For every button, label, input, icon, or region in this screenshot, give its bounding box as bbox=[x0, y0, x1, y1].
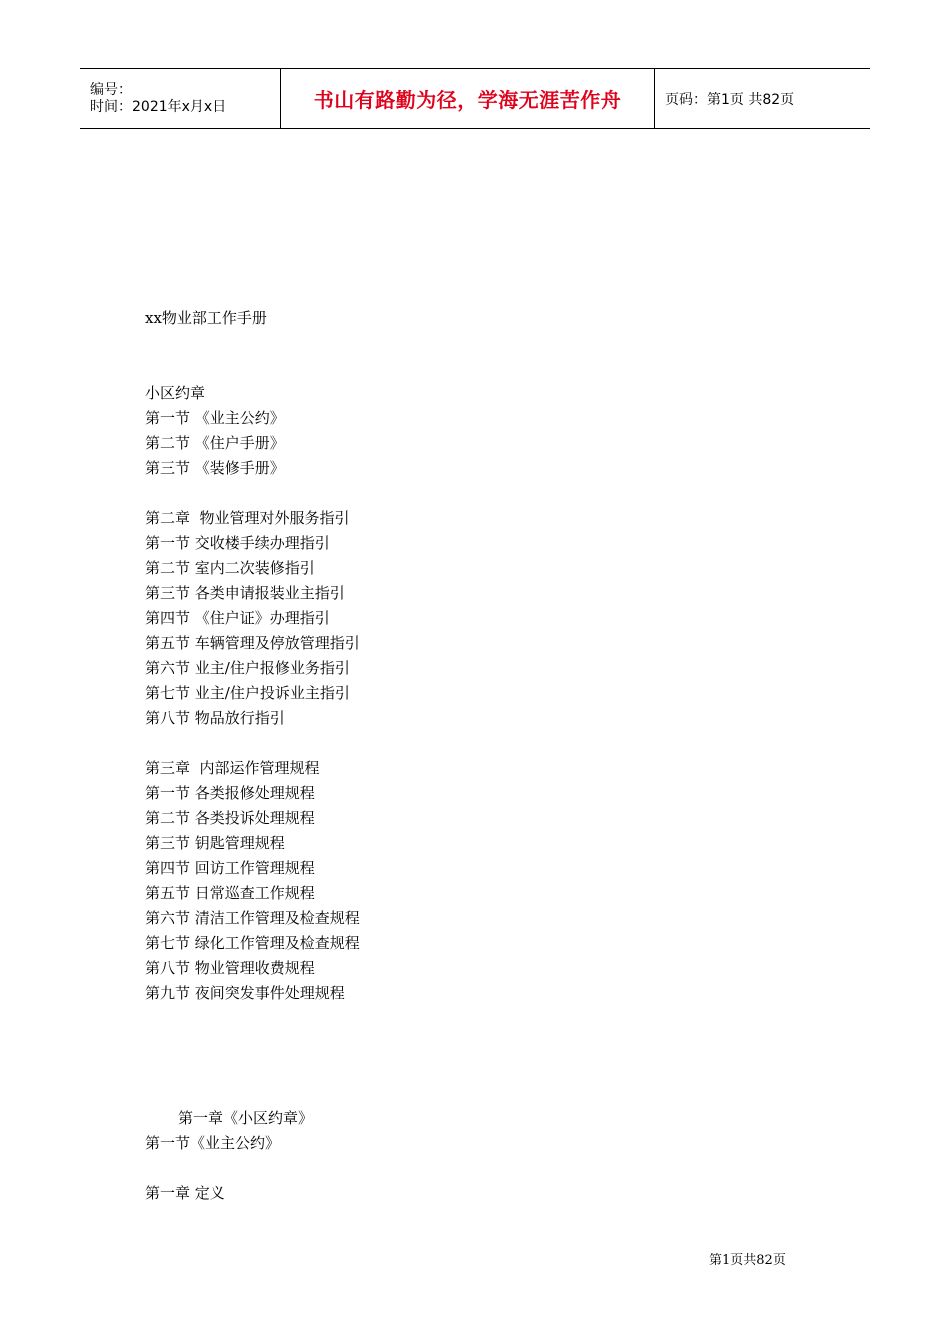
toc-item: 第四节 《住户证》办理指引 bbox=[145, 609, 330, 627]
toc-item: 第三节 各类申请报装业主指引 bbox=[145, 584, 345, 602]
header-motto-cell bbox=[281, 69, 655, 128]
toc-item: 第五节 日常巡查工作规程 bbox=[145, 884, 315, 902]
toc-item: 第九节 夜间突发事件处理规程 bbox=[145, 984, 345, 1002]
header-page-cell bbox=[655, 69, 870, 128]
toc-item: 第三节 《装修手册》 bbox=[145, 459, 285, 477]
toc-item: 第二节 各类投诉处理规程 bbox=[145, 809, 315, 827]
toc-item: 第八节 物业管理收费规程 bbox=[145, 959, 315, 977]
toc-item: 第四节 回访工作管理规程 bbox=[145, 859, 315, 877]
spacer bbox=[145, 1056, 825, 1106]
toc-item: 第二节 室内二次装修指引 bbox=[145, 559, 315, 577]
page-footer: 第1页共82页 bbox=[709, 1253, 786, 1268]
toc-item: 第一节 各类报修处理规程 bbox=[145, 784, 315, 802]
toc-item: 第三节 钥匙管理规程 bbox=[145, 834, 285, 852]
header-meta bbox=[80, 69, 281, 128]
document-body bbox=[145, 306, 825, 1206]
toc-item: 第六节 业主/住户报修业务指引 bbox=[145, 659, 350, 677]
spacer bbox=[145, 1006, 825, 1056]
section-heading: 第一节《业主公约》 bbox=[145, 1134, 281, 1152]
toc-item: 第二节 《住户手册》 bbox=[145, 434, 285, 452]
document-title: xx物业部工作手册 bbox=[145, 309, 267, 327]
spacer bbox=[145, 731, 825, 756]
toc-item: 第一节 交收楼手续办理指引 bbox=[145, 534, 330, 552]
toc-chapter-title: 小区约章 bbox=[145, 384, 206, 402]
toc-chapter-title: 第二章 物业管理对外服务指引 bbox=[145, 509, 350, 527]
toc-item: 第五节 车辆管理及停放管理指引 bbox=[145, 634, 360, 652]
header-page-info: 页码：第1页 共82页 bbox=[665, 91, 795, 108]
page-header bbox=[80, 68, 870, 129]
spacer bbox=[145, 1156, 825, 1181]
toc-item: 第八节 物品放行指引 bbox=[145, 709, 285, 727]
serial-label: 编号： bbox=[90, 81, 132, 98]
chapter-heading: 第一章《小区约章》 bbox=[178, 1109, 314, 1127]
toc-item: 第一节 《业主公约》 bbox=[145, 409, 285, 427]
toc-item: 第七节 绿化工作管理及检查规程 bbox=[145, 934, 360, 952]
header-motto: 书山有路勤为径，学海无涯苦作舟 bbox=[313, 88, 622, 112]
date-label: 时间：2021年x月x日 bbox=[90, 98, 227, 115]
toc-item: 第六节 清洁工作管理及检查规程 bbox=[145, 909, 360, 927]
subchapter-heading: 第一章 定义 bbox=[145, 1184, 225, 1202]
spacer bbox=[145, 481, 825, 506]
toc-chapter-title: 第三章 内部运作管理规程 bbox=[145, 759, 320, 777]
toc-item: 第七节 业主/住户投诉业主指引 bbox=[145, 684, 350, 702]
